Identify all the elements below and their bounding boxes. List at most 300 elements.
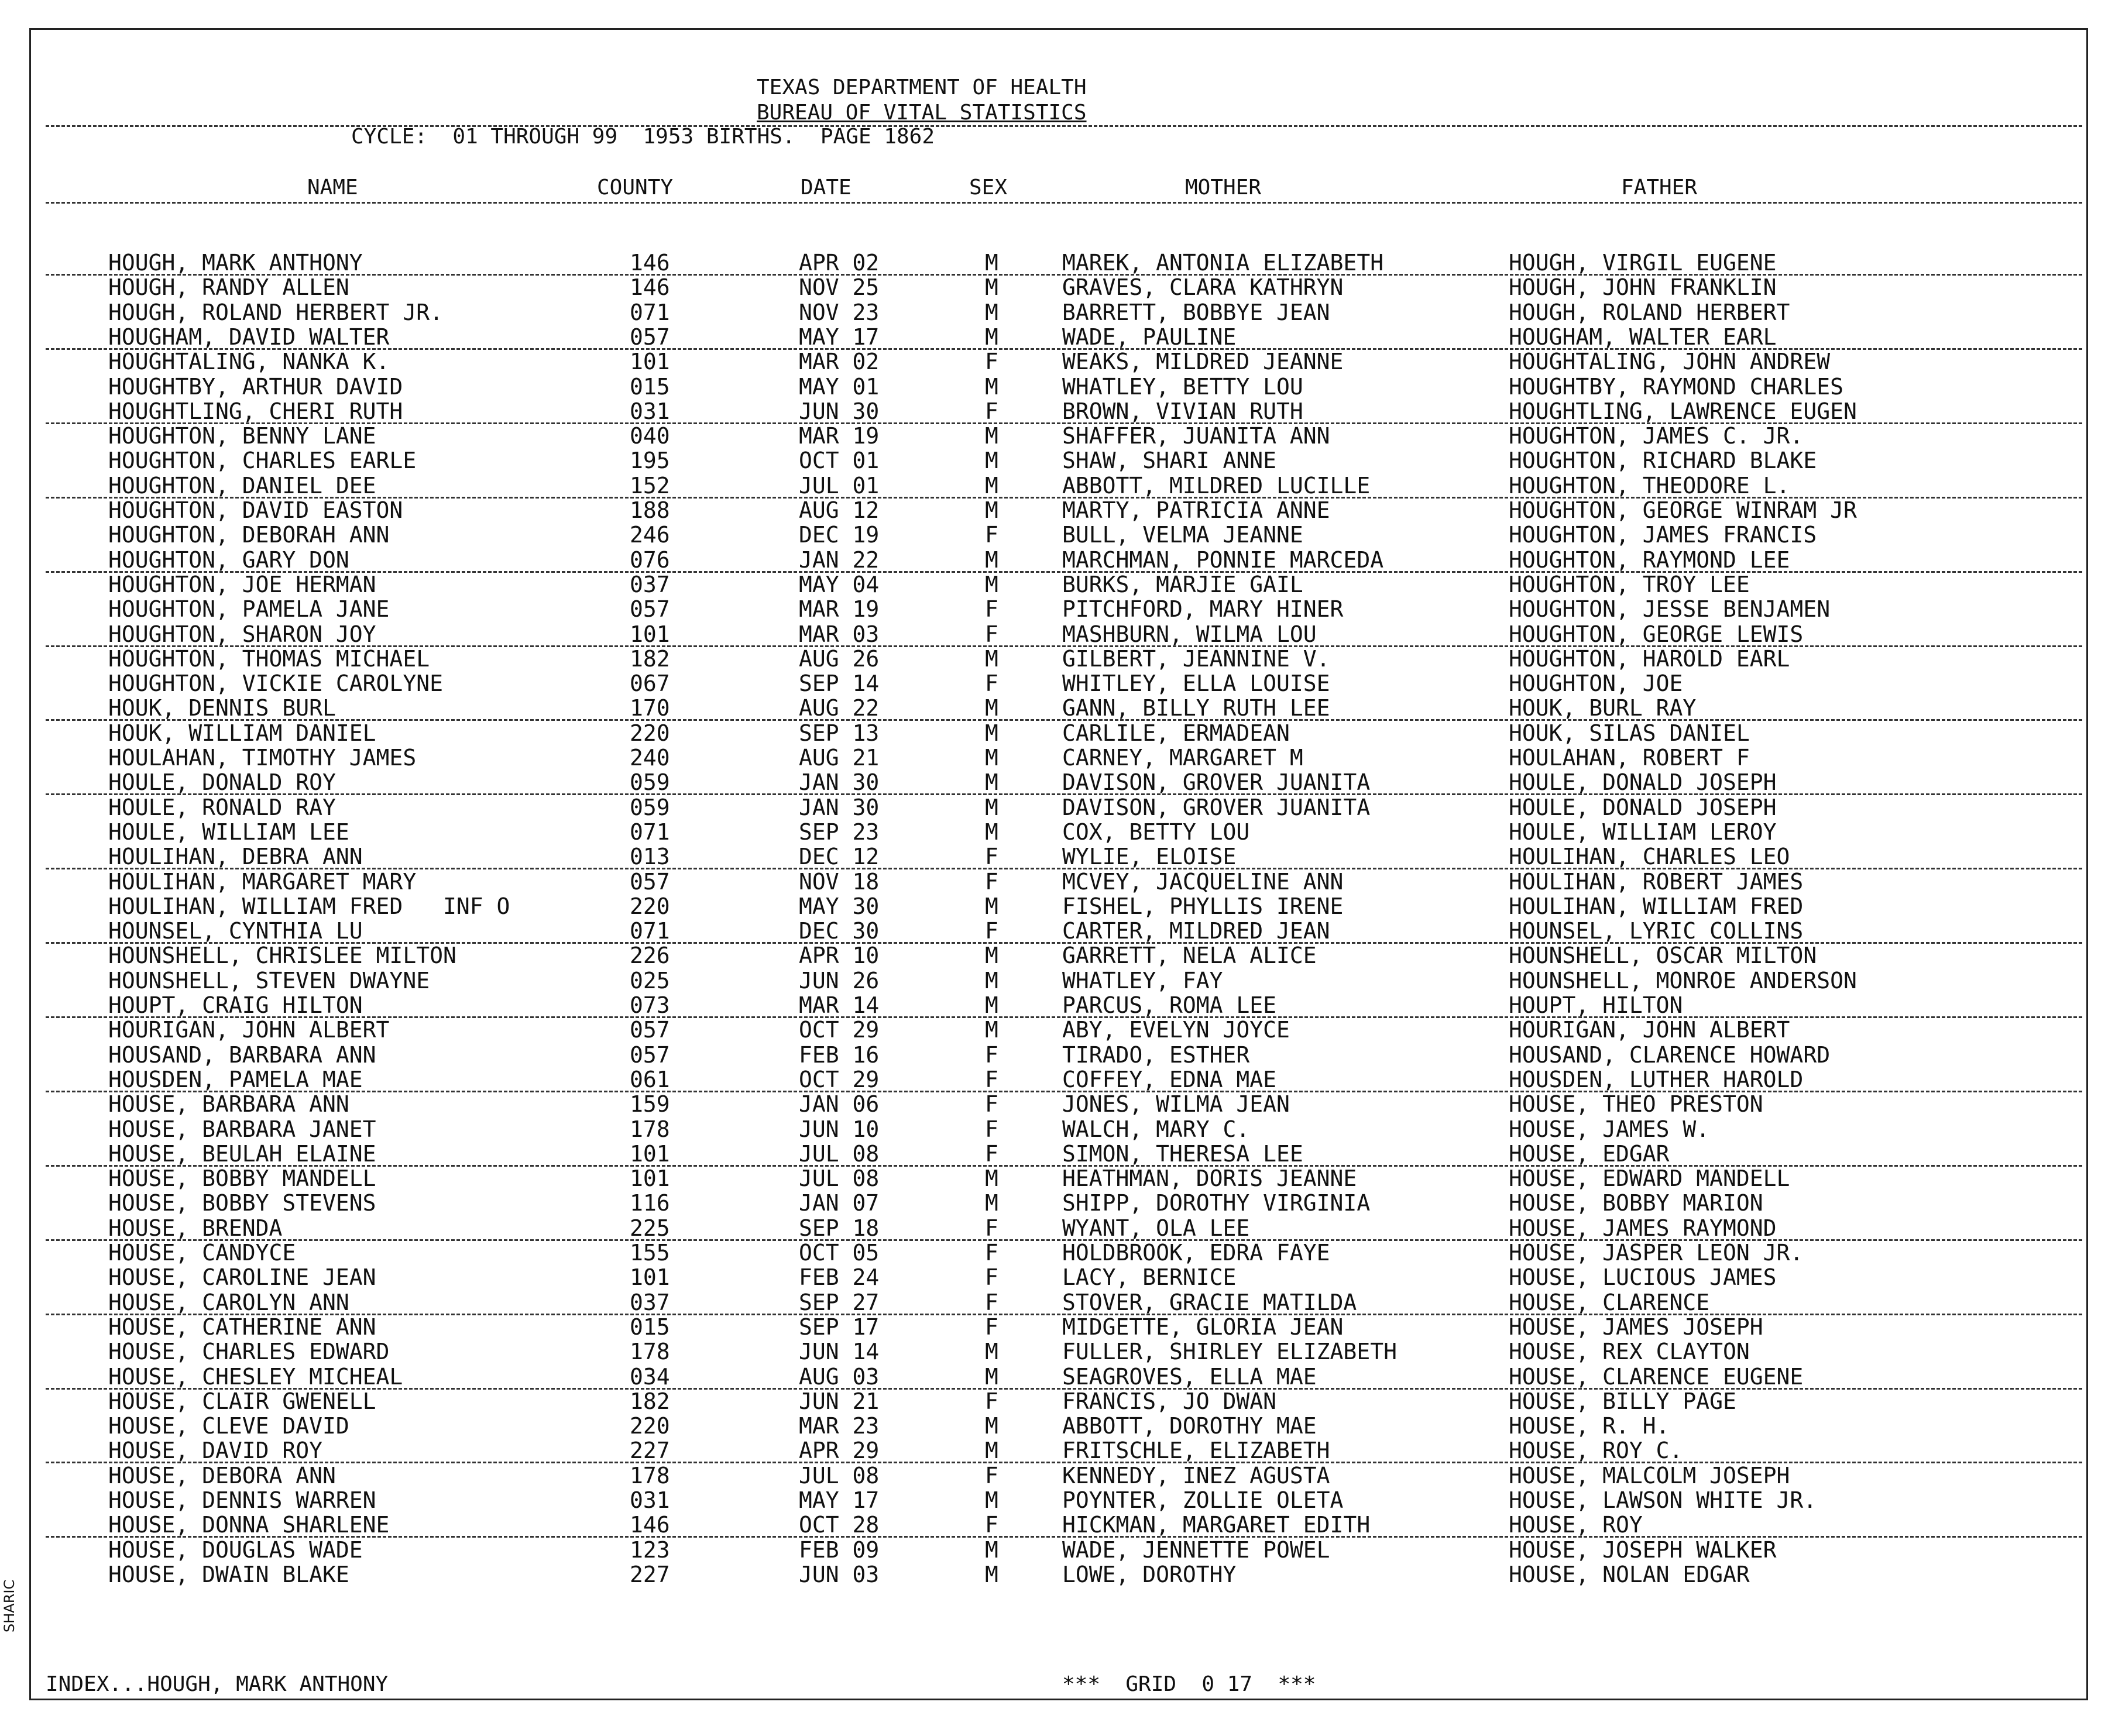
sex-cell: M [985, 992, 998, 1018]
sex-cell: F [985, 1314, 998, 1340]
mother-cell: GARRETT, NELA ALICE [1062, 943, 1317, 968]
col-header-sex: SEX [969, 176, 1008, 200]
sex-cell: F [985, 1116, 998, 1142]
date-cell: JAN 06 [799, 1091, 880, 1117]
father-cell: HOUSE, NOLAN EDGAR [1509, 1562, 1750, 1587]
sex-cell: F [985, 869, 998, 895]
county-cell: 178 [630, 1339, 670, 1364]
name-cell: HOUGH, MARK ANTHONY [108, 250, 363, 276]
name-cell: HOUK, DENNIS BURL [108, 695, 336, 721]
father-cell: HOUSE, JAMES RAYMOND [1509, 1215, 1777, 1241]
father-cell: HOUSE, JAMES W. [1509, 1116, 1710, 1142]
father-cell: HOUGHTON, JESSE BENJAMEN [1509, 596, 1831, 622]
mother-cell: FRITSCHLE, ELIZABETH [1062, 1438, 1330, 1463]
mother-cell: WALCH, MARY C. [1062, 1116, 1250, 1142]
father-cell: HOUGH, ROLAND HERBERT [1509, 300, 1790, 325]
mother-cell: BROWN, VIVIAN RUTH [1062, 398, 1303, 424]
mother-cell: KENNEDY, INEZ AGUSTA [1062, 1463, 1330, 1489]
mother-cell: GRAVES, CLARA KATHRYN [1062, 274, 1344, 300]
father-cell: HOUSE, JASPER LEON JR. [1509, 1240, 1804, 1266]
name-cell: HOUSE, DAVID ROY [108, 1438, 323, 1463]
sex-cell: M [985, 274, 998, 300]
mother-cell: WHATLEY, BETTY LOU [1062, 374, 1303, 400]
father-cell: HOULE, DONALD JOSEPH [1509, 795, 1777, 820]
sex-cell: M [985, 1537, 998, 1563]
father-cell: HOUGHTON, RAYMOND LEE [1509, 547, 1790, 573]
name-cell: HOUGHTON, THOMAS MICHAEL [108, 646, 430, 672]
side-label: SHARIC [1, 1579, 18, 1632]
sex-cell: F [985, 621, 998, 647]
father-cell: HOUGH, VIRGIL EUGENE [1509, 250, 1777, 276]
sex-cell: F [985, 1091, 998, 1117]
mother-cell: COFFEY, EDNA MAE [1062, 1067, 1277, 1092]
sex-cell: M [985, 968, 998, 994]
mother-cell: PITCHFORD, MARY HINER [1062, 596, 1344, 622]
mother-cell: ABY, EVELYN JOYCE [1062, 1017, 1290, 1043]
date-cell: DEC 19 [799, 522, 880, 548]
father-cell: HOULIHAN, ROBERT JAMES [1509, 869, 1804, 895]
father-cell: HOUNSEL, LYRIC COLLINS [1509, 918, 1804, 944]
father-cell: HOUSE, JOSEPH WALKER [1509, 1537, 1777, 1563]
county-cell: 059 [630, 769, 670, 795]
mother-cell: DAVISON, GROVER JUANITA [1062, 795, 1371, 820]
date-cell: JUL 08 [799, 1141, 880, 1167]
name-cell: HOUSE, CLAIR GWENELL [108, 1388, 376, 1414]
date-cell: JUL 01 [799, 473, 880, 499]
sex-cell: M [985, 720, 998, 746]
father-cell: HOUSE, THEO PRESTON [1509, 1091, 1763, 1117]
father-cell: HOUGHTLING, LAWRENCE EUGEN [1509, 398, 1857, 424]
mother-cell: HOLDBROOK, EDRA FAYE [1062, 1240, 1330, 1266]
county-cell: 101 [630, 1166, 670, 1191]
sex-cell: M [985, 1190, 998, 1216]
mother-cell: SIMON, THERESA LEE [1062, 1141, 1303, 1167]
county-cell: 170 [630, 695, 670, 721]
name-cell: HOUSE, BRENDA [108, 1215, 283, 1241]
header-rule-2 [46, 202, 2082, 204]
date-cell: MAY 04 [799, 572, 880, 597]
mother-cell: COX, BETTY LOU [1062, 819, 1250, 845]
sex-cell: M [985, 893, 998, 919]
sex-cell: F [985, 844, 998, 869]
date-cell: OCT 29 [799, 1067, 880, 1092]
father-cell: HOUSE, JAMES JOSEPH [1509, 1314, 1763, 1340]
father-cell: HOUK, BURL RAY [1509, 695, 1697, 721]
name-cell: HOUGHTON, VICKIE CAROLYNE [108, 671, 443, 696]
name-cell: HOULE, RONALD RAY [108, 795, 336, 820]
father-cell: HOUPT, HILTON [1509, 992, 1683, 1018]
name-cell: HOUSDEN, PAMELA MAE [108, 1067, 363, 1092]
county-cell: 220 [630, 720, 670, 746]
name-cell: HOULIHAN, DEBRA ANN [108, 844, 363, 869]
county-cell: 037 [630, 1290, 670, 1315]
date-cell: SEP 14 [799, 671, 880, 696]
name-cell: HOUGH, RANDY ALLEN [108, 274, 349, 300]
county-cell: 152 [630, 473, 670, 499]
sex-cell: M [985, 646, 998, 672]
name-cell: HOUSE, BARBARA JANET [108, 1116, 376, 1142]
father-cell: HOUGHTON, JAMES FRANCIS [1509, 522, 1817, 548]
mother-cell: WEAKS, MILDRED JEANNE [1062, 349, 1344, 374]
mother-cell: WHATLEY, FAY [1062, 968, 1223, 994]
date-cell: OCT 28 [799, 1512, 880, 1538]
father-cell: HOUGHTON, JAMES C. JR. [1509, 423, 1804, 449]
county-cell: 034 [630, 1364, 670, 1390]
date-cell: MAR 14 [799, 992, 880, 1018]
mother-cell: CARNEY, MARGARET M [1062, 745, 1303, 771]
sex-cell: M [985, 448, 998, 473]
county-cell: 226 [630, 943, 670, 968]
mother-cell: CARLILE, ERMADEAN [1062, 720, 1290, 746]
county-cell: 071 [630, 918, 670, 944]
date-cell: SEP 17 [799, 1314, 880, 1340]
date-cell: FEB 09 [799, 1537, 880, 1563]
mother-cell: SHAW, SHARI ANNE [1062, 448, 1277, 473]
sex-cell: M [985, 547, 998, 573]
sex-cell: F [985, 1264, 998, 1290]
name-cell: HOUSE, DENNIS WARREN [108, 1487, 376, 1513]
index-line: INDEX...HOUGH, MARK ANTHONY [46, 1672, 389, 1696]
date-cell: AUG 03 [799, 1364, 880, 1390]
sex-cell: M [985, 324, 998, 350]
sex-cell: M [985, 819, 998, 845]
name-cell: HOUGHTON, BENNY LANE [108, 423, 376, 449]
mother-cell: SHAFFER, JUANITA ANN [1062, 423, 1330, 449]
sex-cell: M [985, 473, 998, 499]
date-cell: MAY 01 [799, 374, 880, 400]
sex-cell: F [985, 596, 998, 622]
name-cell: HOUGHTON, DAVID EASTON [108, 497, 403, 523]
sex-cell: M [985, 1413, 998, 1439]
col-header-name: NAME [307, 176, 358, 200]
mother-cell: CARTER, MILDRED JEAN [1062, 918, 1330, 944]
county-cell: 101 [630, 621, 670, 647]
mother-cell: DAVISON, GROVER JUANITA [1062, 769, 1371, 795]
sex-cell: F [985, 1463, 998, 1489]
mother-cell: FRANCIS, JO DWAN [1062, 1388, 1277, 1414]
name-cell: HOUGHTBY, ARTHUR DAVID [108, 374, 403, 400]
sex-cell: M [985, 1339, 998, 1364]
county-cell: 178 [630, 1116, 670, 1142]
mother-cell: GANN, BILLY RUTH LEE [1062, 695, 1330, 721]
name-cell: HOUGHTON, SHARON JOY [108, 621, 376, 647]
father-cell: HOUSE, BOBBY MARION [1509, 1190, 1763, 1216]
father-cell: HOUSE, ROY [1509, 1512, 1643, 1538]
sex-cell: M [985, 250, 998, 276]
father-cell: HOULE, DONALD JOSEPH [1509, 769, 1777, 795]
name-cell: HOUSE, CHESLEY MICHEAL [108, 1364, 403, 1390]
date-cell: AUG 22 [799, 695, 880, 721]
father-cell: HOUGHTALING, JOHN ANDREW [1509, 349, 1831, 374]
county-cell: 015 [630, 1314, 670, 1340]
sex-cell: F [985, 1141, 998, 1167]
mother-cell: FULLER, SHIRLEY ELIZABETH [1062, 1339, 1397, 1364]
name-cell: HOUGHTON, JOE HERMAN [108, 572, 376, 597]
county-cell: 246 [630, 522, 670, 548]
date-cell: AUG 21 [799, 745, 880, 771]
mother-cell: BULL, VELMA JEANNE [1062, 522, 1303, 548]
date-cell: SEP 18 [799, 1215, 880, 1241]
county-cell: 188 [630, 497, 670, 523]
sex-cell: M [985, 943, 998, 968]
sex-cell: M [985, 423, 998, 449]
date-cell: JUL 08 [799, 1463, 880, 1489]
date-cell: APR 29 [799, 1438, 880, 1463]
county-cell: 225 [630, 1215, 670, 1241]
date-cell: FEB 24 [799, 1264, 880, 1290]
date-cell: OCT 01 [799, 448, 880, 473]
county-cell: 240 [630, 745, 670, 771]
mother-cell: HEATHMAN, DORIS JEANNE [1062, 1166, 1357, 1191]
father-cell: HOUSE, R. H. [1509, 1413, 1670, 1439]
name-cell: HOUSE, CAROLINE JEAN [108, 1264, 376, 1290]
date-cell: AUG 12 [799, 497, 880, 523]
county-cell: 116 [630, 1190, 670, 1216]
county-cell: 146 [630, 1512, 670, 1538]
date-cell: SEP 27 [799, 1290, 880, 1315]
sex-cell: M [985, 1487, 998, 1513]
name-cell: HOULE, DONALD ROY [108, 769, 336, 795]
header-rule-1 [46, 125, 2082, 127]
date-cell: AUG 26 [799, 646, 880, 672]
name-cell: HOUGH, ROLAND HERBERT JR. [108, 300, 443, 325]
date-cell: MAY 17 [799, 1487, 880, 1513]
county-cell: 057 [630, 869, 670, 895]
date-cell: MAR 02 [799, 349, 880, 374]
name-cell: HOUSE, CANDYCE [108, 1240, 296, 1266]
county-cell: 061 [630, 1067, 670, 1092]
father-cell: HOUNSHELL, MONROE ANDERSON [1509, 968, 1857, 994]
name-cell: HOUNSEL, CYNTHIA LU [108, 918, 363, 944]
mother-cell: PARCUS, ROMA LEE [1062, 992, 1277, 1018]
county-cell: 037 [630, 572, 670, 597]
mother-cell: BARRETT, BOBBYE JEAN [1062, 300, 1330, 325]
father-cell: HOUGHTON, GEORGE LEWIS [1509, 621, 1804, 647]
sex-cell: F [985, 1290, 998, 1315]
sex-cell: F [985, 1067, 998, 1092]
county-cell: 220 [630, 1413, 670, 1439]
county-cell: 057 [630, 1042, 670, 1068]
mother-cell: POYNTER, ZOLLIE OLETA [1062, 1487, 1344, 1513]
father-cell: HOUSDEN, LUTHER HAROLD [1509, 1067, 1804, 1092]
father-cell: HOULE, WILLIAM LEROY [1509, 819, 1777, 845]
county-cell: 071 [630, 819, 670, 845]
sex-cell: M [985, 572, 998, 597]
date-cell: SEP 23 [799, 819, 880, 845]
sex-cell: F [985, 671, 998, 696]
date-cell: MAR 19 [799, 423, 880, 449]
date-cell: OCT 29 [799, 1017, 880, 1043]
name-cell: HOUSAND, BARBARA ANN [108, 1042, 376, 1068]
date-cell: SEP 13 [799, 720, 880, 746]
sex-cell: M [985, 497, 998, 523]
sex-cell: F [985, 1240, 998, 1266]
father-cell: HOULIHAN, WILLIAM FRED [1509, 893, 1804, 919]
father-cell: HOUGHTON, TROY LEE [1509, 572, 1750, 597]
county-cell: 031 [630, 1487, 670, 1513]
father-cell: HOUGHTON, HAROLD EARL [1509, 646, 1790, 672]
mother-cell: WYLIE, ELOISE [1062, 844, 1237, 869]
mother-cell: MARCHMAN, PONNIE MARCEDA [1062, 547, 1384, 573]
mother-cell: SEAGROVES, ELLA MAE [1062, 1364, 1317, 1390]
county-cell: 101 [630, 349, 670, 374]
sex-cell: F [985, 1042, 998, 1068]
date-cell: DEC 30 [799, 918, 880, 944]
mother-cell: GILBERT, JEANNINE V. [1062, 646, 1330, 672]
county-cell: 057 [630, 596, 670, 622]
col-header-county: COUNTY [597, 176, 674, 200]
mother-cell: MARTY, PATRICIA ANNE [1062, 497, 1330, 523]
date-cell: MAR 03 [799, 621, 880, 647]
county-cell: 195 [630, 448, 670, 473]
cycle-line: CYCLE: 01 THROUGH 99 1953 BIRTHS. PAGE 1862 [351, 125, 935, 149]
name-cell: HOUSE, DEBORA ANN [108, 1463, 336, 1489]
name-cell: HOUSE, BARBARA ANN [108, 1091, 349, 1117]
father-cell: HOUSE, EDWARD MANDELL [1509, 1166, 1790, 1191]
mother-cell: LACY, BERNICE [1062, 1264, 1237, 1290]
date-cell: JUN 14 [799, 1339, 880, 1364]
date-cell: NOV 23 [799, 300, 880, 325]
name-cell: HOUNSHELL, STEVEN DWAYNE [108, 968, 430, 994]
sex-cell: M [985, 695, 998, 721]
date-cell: OCT 05 [799, 1240, 880, 1266]
county-cell: 071 [630, 300, 670, 325]
mother-cell: WADE, JENNETTE POWEL [1062, 1537, 1330, 1563]
father-cell: HOUGHTON, GEORGE WINRAM JR [1509, 497, 1857, 523]
father-cell: HOUNSHELL, OSCAR MILTON [1509, 943, 1817, 968]
name-cell: HOUGHTON, CHARLES EARLE [108, 448, 417, 473]
county-cell: 040 [630, 423, 670, 449]
county-cell: 227 [630, 1438, 670, 1463]
bureau-title: BUREAU OF VITAL STATISTICS [757, 101, 1087, 125]
county-cell: 146 [630, 274, 670, 300]
name-cell: HOUSE, DONNA SHARLENE [108, 1512, 390, 1538]
name-cell: HOUSE, DWAIN BLAKE [108, 1562, 349, 1587]
father-cell: HOUGHTON, THEODORE L. [1509, 473, 1790, 499]
sex-cell: M [985, 1166, 998, 1191]
date-cell: JUN 10 [799, 1116, 880, 1142]
father-cell: HOULIHAN, CHARLES LEO [1509, 844, 1790, 869]
sex-cell: M [985, 795, 998, 820]
col-header-date: DATE [801, 176, 852, 200]
county-cell: 123 [630, 1537, 670, 1563]
name-cell: HOUGHTLING, CHERI RUTH [108, 398, 403, 424]
county-cell: 015 [630, 374, 670, 400]
sex-cell: M [985, 374, 998, 400]
sex-cell: M [985, 1364, 998, 1390]
name-cell: HOUGHTON, PAMELA JANE [108, 596, 390, 622]
father-cell: HOUSE, REX CLAYTON [1509, 1339, 1750, 1364]
name-cell: HOUK, WILLIAM DANIEL [108, 720, 376, 746]
county-cell: 146 [630, 250, 670, 276]
mother-cell: TIRADO, ESTHER [1062, 1042, 1250, 1068]
name-cell: HOULAHAN, TIMOTHY JAMES [108, 745, 417, 771]
sex-cell: M [985, 769, 998, 795]
mother-cell: WADE, PAULINE [1062, 324, 1237, 350]
father-cell: HOUSE, LUCIOUS JAMES [1509, 1264, 1777, 1290]
father-cell: HOUK, SILAS DANIEL [1509, 720, 1750, 746]
date-cell: MAY 17 [799, 324, 880, 350]
county-cell: 031 [630, 398, 670, 424]
date-cell: JAN 22 [799, 547, 880, 573]
mother-cell: MASHBURN, WILMA LOU [1062, 621, 1317, 647]
sex-cell: F [985, 1215, 998, 1241]
sex-cell: M [985, 745, 998, 771]
name-cell: HOUSE, CHARLES EDWARD [108, 1339, 390, 1364]
sex-cell: M [985, 1438, 998, 1463]
father-cell: HOURIGAN, JOHN ALBERT [1509, 1017, 1790, 1043]
father-cell: HOUSE, BILLY PAGE [1509, 1388, 1736, 1414]
mother-cell: STOVER, GRACIE MATILDA [1062, 1290, 1357, 1315]
sex-cell: F [985, 918, 998, 944]
mother-cell: MAREK, ANTONIA ELIZABETH [1062, 250, 1384, 276]
county-cell: 159 [630, 1091, 670, 1117]
sex-cell: M [985, 1017, 998, 1043]
county-cell: 155 [630, 1240, 670, 1266]
mother-cell: ABBOTT, DOROTHY MAE [1062, 1413, 1317, 1439]
county-cell: 013 [630, 844, 670, 869]
grid-label: *** GRID 0 17 *** [1062, 1672, 1316, 1696]
date-cell: JUN 03 [799, 1562, 880, 1587]
date-cell: APR 10 [799, 943, 880, 968]
date-cell: JAN 07 [799, 1190, 880, 1216]
date-cell: JAN 30 [799, 795, 880, 820]
county-cell: 178 [630, 1463, 670, 1489]
county-cell: 227 [630, 1562, 670, 1587]
name-cell: HOULIHAN, MARGARET MARY [108, 869, 417, 895]
col-header-father: FATHER [1621, 176, 1698, 200]
name-cell: HOUNSHELL, CHRISLEE MILTON [108, 943, 456, 968]
sex-cell: F [985, 1388, 998, 1414]
name-cell: HOUGHAM, DAVID WALTER [108, 324, 390, 350]
mother-cell: MIDGETTE, GLORIA JEAN [1062, 1314, 1344, 1340]
county-cell: 101 [630, 1264, 670, 1290]
col-header-mother: MOTHER [1185, 176, 1262, 200]
name-cell: HOUSE, DOUGLAS WADE [108, 1537, 363, 1563]
date-cell: JUN 21 [799, 1388, 880, 1414]
county-cell: 182 [630, 1388, 670, 1414]
father-cell: HOUGHAM, WALTER EARL [1509, 324, 1777, 350]
name-cell: HOUSE, CLEVE DAVID [108, 1413, 349, 1439]
father-cell: HOUGHTBY, RAYMOND CHARLES [1509, 374, 1843, 400]
county-cell: 101 [630, 1141, 670, 1167]
county-cell: 073 [630, 992, 670, 1018]
date-cell: JUL 08 [799, 1166, 880, 1191]
mother-cell: MCVEY, JACQUELINE ANN [1062, 869, 1344, 895]
name-cell: HOUGHTON, DANIEL DEE [108, 473, 376, 499]
mother-cell: ABBOTT, MILDRED LUCILLE [1062, 473, 1371, 499]
date-cell: DEC 12 [799, 844, 880, 869]
name-cell: HOUGHTON, DEBORAH ANN [108, 522, 390, 548]
father-cell: HOUGHTON, JOE [1509, 671, 1683, 696]
date-cell: NOV 18 [799, 869, 880, 895]
mother-cell: LOWE, DOROTHY [1062, 1562, 1237, 1587]
name-cell: HOUSE, BEULAH ELAINE [108, 1141, 376, 1167]
date-cell: JAN 30 [799, 769, 880, 795]
name-cell: HOUPT, CRAIG HILTON [108, 992, 363, 1018]
date-cell: JUN 30 [799, 398, 880, 424]
name-cell: HOULIHAN, WILLIAM FRED INF O [108, 893, 510, 919]
county-cell: 057 [630, 324, 670, 350]
date-cell: APR 02 [799, 250, 880, 276]
county-cell: 220 [630, 893, 670, 919]
agency-title: TEXAS DEPARTMENT OF HEALTH [757, 75, 1087, 99]
father-cell: HOUSE, CLARENCE [1509, 1290, 1710, 1315]
sex-cell: F [985, 522, 998, 548]
father-cell: HOUSAND, CLARENCE HOWARD [1509, 1042, 1831, 1068]
county-cell: 067 [630, 671, 670, 696]
name-cell: HOUGHTALING, NANKA K. [108, 349, 390, 374]
